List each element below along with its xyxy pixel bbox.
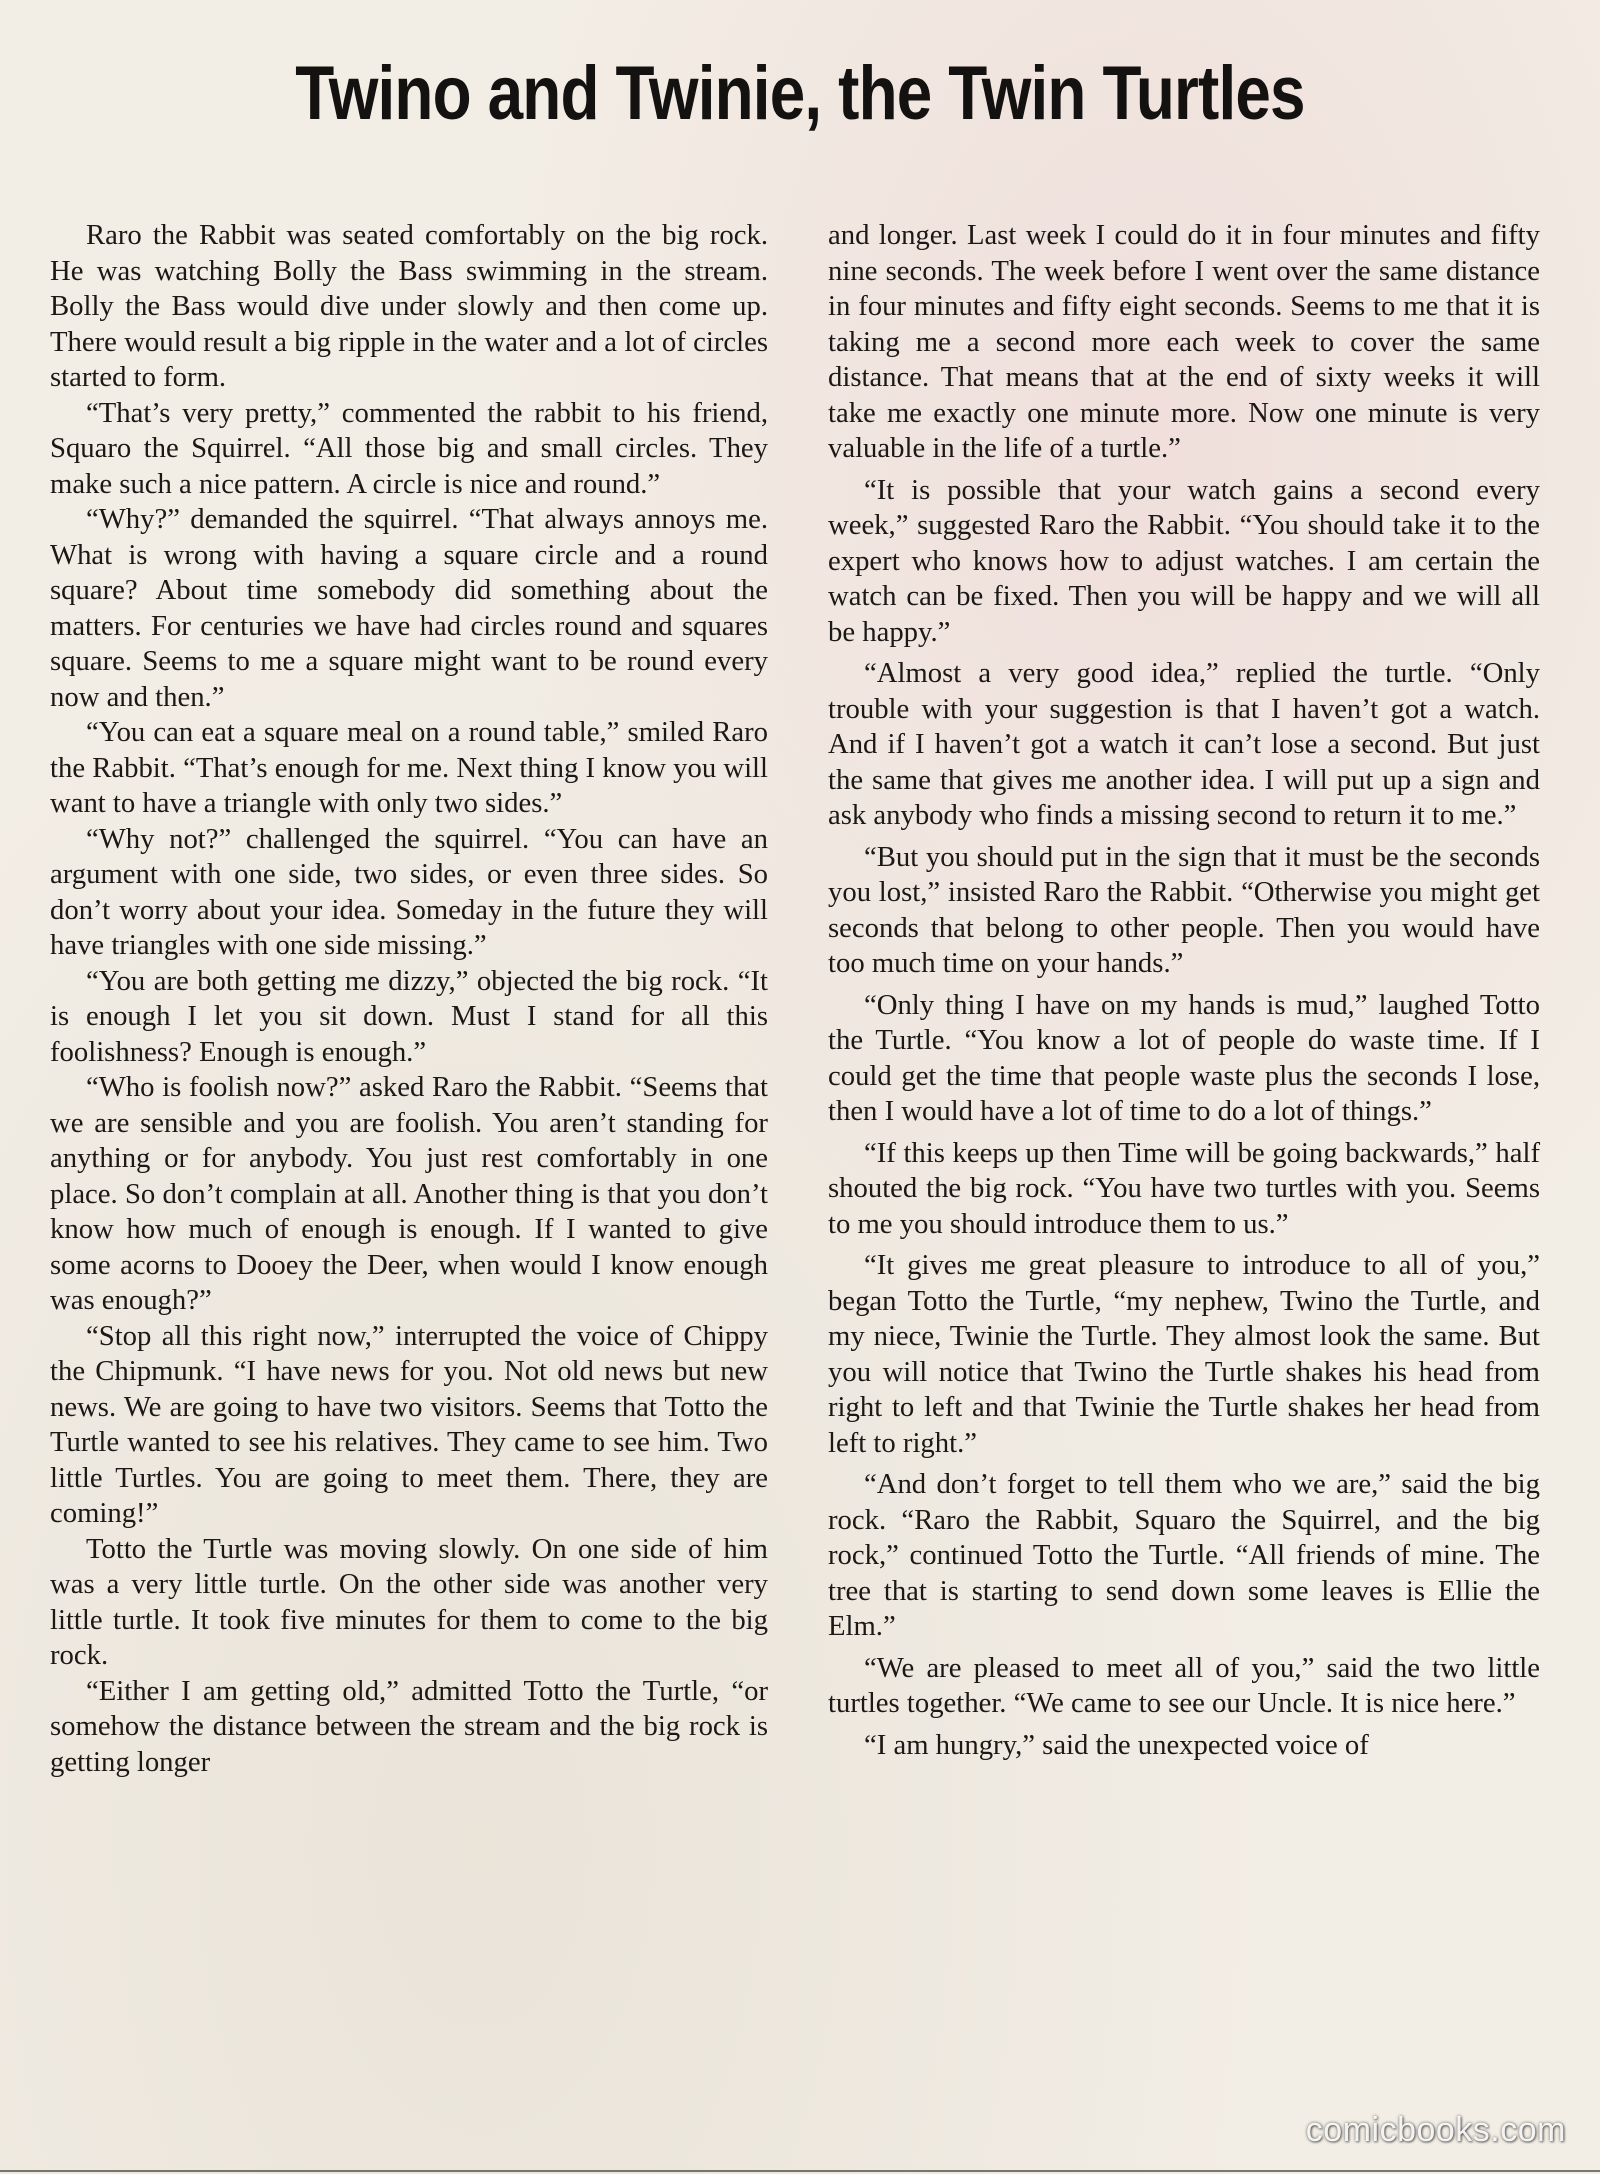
- paragraph: “But you should put in the sign that it must be the seconds you lost,” insisted Raro the Rabbit. “Otherwise you might get seconds that belong to other people. Then you would have too much time on your hands.”: [828, 840, 1540, 979]
- paragraph: “It gives me great pleasure to introduce to all of you,” began Totto the Turtle, “my nephew, Twino the Turtle, and my niece, Twinie the Turtle. They almost look the same. But you will notice that Twino the Turtle shakes his head from right to left and that Twinie the Turtle shakes her head from left to right.”: [828, 1249, 1540, 1459]
- paragraph: “We are pleased to meet all of you,” said the two little turtles together. “We came to see our Uncle. It is nice here.”: [828, 1651, 1540, 1719]
- paragraph: “Why?” demanded the squirrel. “That always annoys me. What is wrong with having a square circle and a round square? About time somebody did something about the matters. For centuries we have had circles round and squares square. Seems to me a square might want to be round every now and then.”: [50, 503, 768, 713]
- paragraph: “Who is foolish now?” asked Raro the Rabbit. “Seems that we are sensible and you are foolish. You aren’t standing for anything or for anybody. You just rest comfortably in one place. So don’t complain at all. Another thing is that you don’t know how much of enough is enough. If I wanted to give some acorns to Dooey the Deer, when would I know enough was enough?”: [50, 1071, 768, 1316]
- watermark: comicbooks.com: [1305, 2111, 1566, 2149]
- paragraph: “If this keeps up then Time will be going backwards,” half shouted the big rock. “You have two turtles with you. Seems to me you should introduce them to us.”: [828, 1136, 1540, 1240]
- paragraph: “It is possible that your watch gains a second every week,” suggested Raro the Rabbit. “You should take it to the expert who knows how to adjust watches. I am certain the watch can be fixed. Then you will be happy and we will all be happy.”: [828, 473, 1540, 648]
- paragraph: “Almost a very good idea,” replied the turtle. “Only trouble with your suggestion is that I haven’t got a watch. And if I haven’t got a watch it can’t lose a second. But just the same that gives me another idea. I will put up a sign and ask anybody who finds a missing second to return it to me.”: [828, 657, 1540, 831]
- paragraph: Totto the Turtle was moving slowly. On one side of him was a very little turtle. On the other side was another very little turtle. It took five minutes for them to come to the big rock.: [50, 1532, 768, 1671]
- paragraph: and longer. Last week I could do it in four minutes and fifty nine seconds. The week before I went over the same distance in four minutes and fifty eight seconds. Seems to me that it is taking me a second more each week to cover the same distance. That means that at the end of sixty weeks it will take me exactly one minute more. Now one minute is very valuable in the life of a turtle.”: [828, 219, 1540, 464]
- paragraph: “That’s very pretty,” commented the rabbit to his friend, Squaro the Squirrel. “All those big and small circles. They make such a nice pattern. A circle is nice and round.”: [50, 396, 768, 500]
- paragraph: “You can eat a square meal on a round table,” smiled Raro the Rabbit. “That’s enough for me. Next thing I know you will want to have a triangle with only two sides.”: [50, 716, 768, 819]
- paragraph: “Only thing I have on my hands is mud,” laughed Totto the Turtle. “You know a lot of people do waste time. If I could get the time that people waste plus the seconds I lose, then I would have a lot of time to do a lot of things.”: [828, 988, 1540, 1127]
- story-column-right: [828, 218, 1540, 1763]
- paragraph: “Either I am getting old,” admitted Totto the Turtle, “or somehow the distance between the stream and the big rock is getting longer: [50, 1674, 768, 1778]
- story-title: Twino and Twinie, the Twin Turtles: [295, 51, 1305, 136]
- paragraph: Raro the Rabbit was seated comfortably on the big rock. He was watching Bolly the Bass swimming in the stream. Bolly the Bass would dive under slowly and then come up. There would result a big ripple in the water and a lot of circles started to form.: [50, 219, 768, 393]
- paragraph: “Why not?” challenged the squirrel. “You can have an argument with one side, two sides, or even three sides. So don’t worry about your idea. Someday in the future they will have triangles with one side missing.”: [50, 822, 768, 961]
- story-column-left: [50, 218, 768, 1780]
- paragraph: “And don’t forget to tell them who we are,” said the big rock. “Raro the Rabbit, Squaro the Squirrel, and the big rock,” continued Totto the Turtle. “All friends of mine. The tree that is starting to send down some leaves is Ellie the Elm.”: [828, 1468, 1540, 1642]
- paragraph: “Stop all this right now,” interrupted the voice of Chippy the Chipmunk. “I have news for you. Not old news but new news. We are going to have two visitors. Seems that Totto the Turtle wanted to see his relatives. They came to see him. Two little Turtles. You are going to meet them. There, they are coming!”: [50, 1319, 768, 1529]
- bottom-rule: [0, 2170, 1600, 2172]
- paragraph: “You are both getting me dizzy,” objected the big rock. “It is enough I let you sit down. Must I stand for all this foolishness? Enough is enough.”: [50, 964, 768, 1068]
- paragraph: “I am hungry,” said the unexpected voice of: [864, 1728, 1369, 1761]
